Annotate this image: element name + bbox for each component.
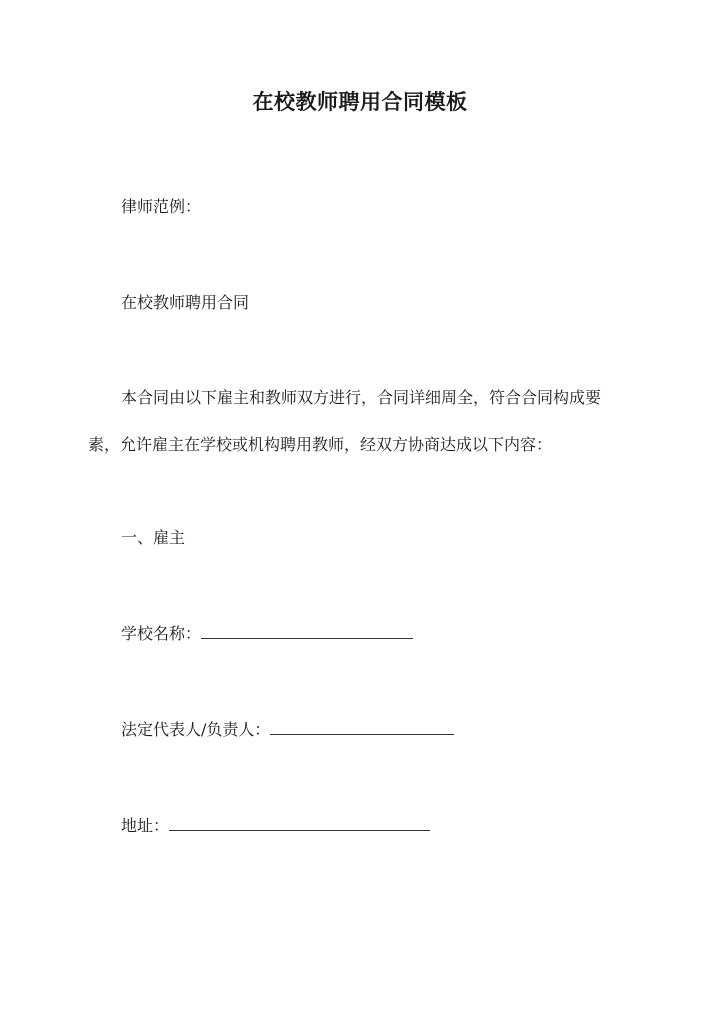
- section-heading-employer: 一、雇主: [121, 528, 186, 547]
- school-name-field: [121, 622, 413, 646]
- address-blank: [169, 814, 430, 831]
- document-title: 在校教师聘用合同模板: [252, 89, 468, 114]
- school-name-blank: [201, 622, 413, 639]
- legal-rep-field: [121, 718, 454, 742]
- intro-paragraph-line-1: 本合同由以下雇主和教师双方进行，合同详细周全，符合合同构成要: [121, 388, 602, 407]
- contract-name: 在校教师聘用合同: [121, 293, 250, 312]
- address-label: 地址：: [121, 816, 170, 835]
- legal-rep-blank: [270, 718, 454, 735]
- intro-paragraph-line-2: 素，允许雇主在学校或机构聘用教师，经双方协商达成以下内容：: [88, 435, 553, 454]
- sample-label: 律师范例：: [121, 197, 202, 216]
- school-name-label: 学校名称：: [121, 624, 202, 643]
- address-field: [121, 814, 430, 838]
- legal-rep-label: 法定代表人/负责人：: [121, 720, 271, 739]
